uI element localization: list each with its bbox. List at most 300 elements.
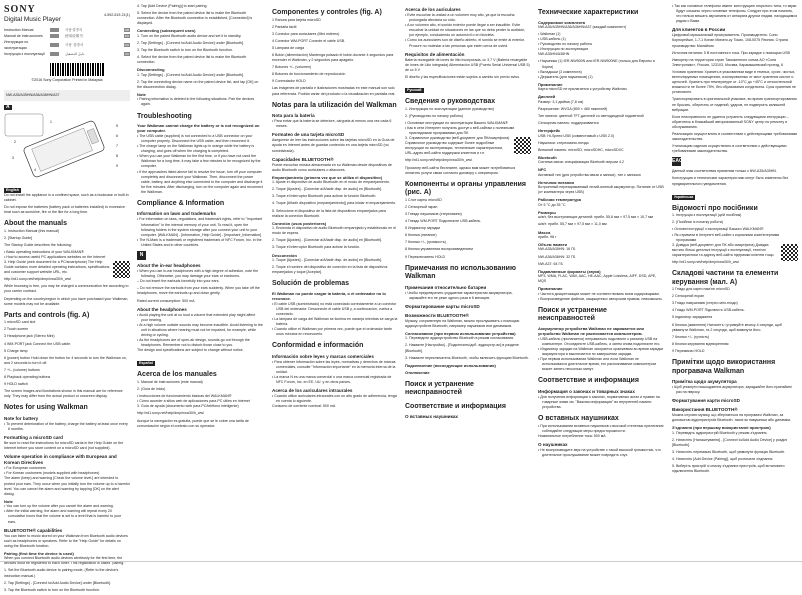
section-heading: Поиск и устранение неисправностей bbox=[405, 380, 474, 397]
bullet-item: • Держатель (для наушников) (1) bbox=[538, 75, 664, 80]
paragraph: Условия хранения: Хранить в упакованном виде в темных, сухих, чистых, вентилируемых помещениях, изолированных от мест хранения кислот и щелочей. Хранить при температуре от -10°C до +45°C и относительной влажности не более 75%, без образования конденсата. Срок хранения не установлен. bbox=[672, 69, 796, 95]
minor-heading: NFC bbox=[538, 167, 547, 173]
bullet-item: • As the headphones are of open-air design, sounds go out through the headphones. Remember not to disturb those close to you. bbox=[137, 338, 263, 348]
section-heading: Компоненты и органы управления (рис. A) bbox=[405, 180, 526, 197]
paragraph: 1. Manual de instrucciones (este manual) bbox=[137, 379, 203, 384]
bullet-item: • You can turn up the volume after you cancel the alarm and warning. bbox=[4, 504, 130, 509]
section-heading: Технические характеристики bbox=[538, 9, 639, 16]
paragraph: NW-A35/A35HN/A36/A36HN/A37 (каждый компонент) bbox=[538, 24, 627, 29]
paragraph: Rated current consumption: 500 mA bbox=[137, 298, 195, 303]
section-heading: Соответствие и информация bbox=[538, 377, 639, 385]
bullet-item: • The USB cable (supplied) is not connected to a USB connector on your computer properly. Disconnect the USB cable, and then reconnect it. bbox=[137, 134, 263, 144]
bullet-item: • Como los auriculares son de diseño abierto, el sonido se emite al exterior. Procure no molestar a las personas que estén cerca de usted. bbox=[405, 38, 531, 48]
bullet-item: • Вкладыши (3 комплекта) bbox=[538, 70, 664, 75]
paragraph: ш/в/г: прибл. 55,7 мм × 97,5 мм × 11,0 мм bbox=[538, 222, 607, 227]
paragraph[interactable]: http://rd1.sony.net/help/dmp/nwa30/h_ww/ bbox=[405, 158, 473, 163]
paragraph: Конструкция и технические характеристики могут быть изменены без предварительного уведомления. bbox=[672, 176, 789, 186]
section-heading: Conformidad e información bbox=[272, 342, 364, 350]
figure-callout: 5 bbox=[116, 124, 118, 129]
model-numbers: NW-A35/A35HN/A36/A36HN/A37 bbox=[4, 90, 130, 101]
language-swatch bbox=[50, 52, 59, 56]
paragraph: 4 Гніздо WM-PORT Підключіть USB-кабель. bbox=[672, 308, 745, 313]
minor-heading: Примечание bbox=[538, 81, 563, 87]
paragraph: USB: Hi-Speed USB (совместимый с USB 2.0) bbox=[538, 133, 615, 138]
bullet-item: • USB-кабель (1) bbox=[538, 37, 664, 42]
bullet-item: • How to access useful PC applications websites on the Internet bbox=[4, 255, 130, 260]
bullet-item: • Walkman (1) bbox=[538, 32, 664, 37]
paragraph: Consumo de corriente nominal: 500 mA bbox=[272, 404, 336, 409]
paragraph: 3. Toque el interruptor Bluetooth para activar la función. bbox=[272, 245, 361, 250]
paragraph: The Startup Guide describes the following: bbox=[4, 242, 72, 247]
eac-mark: EAC bbox=[672, 158, 683, 165]
paragraph: 3. Toque el interruptor Bluetooth para activar la función Bluetooth. bbox=[272, 194, 377, 199]
paragraph: 3. Нажмите переключатель Bluetooth, чтобы включить функцию Bluetooth. bbox=[405, 355, 529, 360]
minor-heading: Connecting (subsequent uses) bbox=[137, 28, 196, 34]
bullet-item: • At a high volume outside sounds may become inaudible. Avoid listening to the unit in situations where hearing must not be impaired, for example, while driving or cycling. bbox=[137, 323, 263, 338]
paragraph: 3. Довідка (веб-документ для ПК або смартфона) Довідка містить більш детальні інструкції з експлуатації, технічні характеристики та адресу веб-сайта підтримки клієнтів тощо. bbox=[672, 242, 775, 257]
paragraph: The alarm (beep) and warning [Check the volume level.] are intended to protect your ears. They occur when you initially turn the volume up to a harmful level. You can cancel the alarm and warning by tapping [OK] on the alert dialog. bbox=[4, 476, 130, 496]
paragraph: Реализацию осуществлять в соответствии с действующими требованиями законодательства. bbox=[672, 131, 798, 142]
column-2 bbox=[137, 4, 263, 431]
paragraph: 1. Переведите аудиоустройство Bluetooth в режим согласования. bbox=[405, 336, 515, 341]
subsection-heading: Форматирование карты microSD bbox=[405, 303, 480, 309]
paragraph: Номинальное потребление тока: 500 мА bbox=[538, 433, 606, 438]
bullet-item: • USB-кабель (прилагается) неправильно подключен к разъему USB на компьютере. Отсоедините USB-кабель, а затем снова подключите его. bbox=[538, 337, 664, 347]
bullet-item: • Cuando utilice auriculares intraurales con un alto grado de adherencia, tenga en cuenta lo siguiente. bbox=[272, 394, 398, 404]
paragraph: 1. Інструкція з експлуатації (цей посібник) bbox=[672, 213, 742, 218]
paragraph: 7 Кнопки +/– (гучність) bbox=[672, 334, 710, 339]
bullet-item: • Avoid playing the unit at so loud a volume that extended play might affect your hearing. bbox=[137, 313, 263, 323]
paragraph: 2. Tap the connecting device name on the paired device list, and tap [OK] on the disconnection dialog. bbox=[137, 79, 259, 89]
column-6 bbox=[672, 4, 798, 476]
manual-title-local: دليل التشغيل bbox=[65, 52, 85, 57]
paragraph: 1. Instruction Manual (this manual) bbox=[4, 228, 60, 233]
paragraph: Asegúrese de leer las instrucciones sobre las tarjetas microSD en la Guía de ayuda en Internet antes de guardar contenido en una tarjeta microSD (no suministrada). bbox=[272, 138, 395, 153]
paragraph: 2. Tap [Settings] - [Connect to/Add Audio Device] under [Bluetooth]. bbox=[137, 40, 245, 45]
language-tab: Español bbox=[139, 361, 153, 366]
bullet-item: • After the initial warning, the alarm and warning will repeat every 20 cumulative hours that the volume is set to a level that is harmful to your ears. bbox=[4, 509, 130, 524]
minor-heading: Содержимое комплекта bbox=[538, 19, 586, 25]
paragraph: Наушники: стереомини-гнездо bbox=[538, 140, 589, 145]
paragraph: Разрешение: WVGA (800 × 480 пикселей) bbox=[538, 106, 608, 111]
figure-callout: 4 bbox=[34, 168, 36, 173]
section-heading: Складові частини та елементи керування (мал. A) bbox=[672, 270, 779, 286]
paragraph: 6 Botón (alimentación) Mantenga pulsado el botón durante 4 segundos para encender el Walkman, y 2 segundos para apagarlo. bbox=[272, 52, 394, 63]
minor-heading: З'єднання (при першому використанні пристрою) bbox=[672, 425, 771, 431]
minor-heading: Bluetooth bbox=[538, 154, 557, 160]
paragraph: The design and specifications are subject to change without notice. bbox=[137, 348, 244, 353]
paragraph: Можна слухати музику, що зберігається на програвачі Walkman, за допомогою аудіопристроїв Bluetooth, таких як навушники або динаміки. bbox=[672, 413, 791, 423]
minor-heading: Согласование (при первом использовании устройства) bbox=[405, 330, 516, 336]
fold-line bbox=[0, 561, 802, 562]
subsection-heading: Використання BLUETOOTH® bbox=[672, 407, 738, 413]
minor-heading: Источник питания bbox=[538, 179, 574, 185]
paragraph: Внешний память: microSD, microSDHC, microSDXC bbox=[538, 147, 624, 152]
paragraph: 2. Toque [Ajustes] - [Conectar a/Añadir disp. de audio] en [Bluetooth]. bbox=[272, 238, 383, 243]
subsection-heading: Capacidades BLUETOOTH® bbox=[272, 156, 334, 162]
paragraph: 2. Нажмите [Настройки] - [Подключить/доб. аудиоустр-во] в разделе [Bluetooth]. bbox=[405, 343, 519, 353]
paragraph: 2. Toque el nombre del dispositivo de conexión en la lista de dispositivos emparejados y toque [Aceptar]. bbox=[272, 265, 388, 275]
minor-heading: Pairing (first time the device is used) bbox=[4, 550, 74, 556]
section-heading: Solución de problemas bbox=[272, 280, 350, 288]
paragraph: Карта microSD не прилагается к устройству Walkman. bbox=[538, 87, 628, 92]
paragraph: – Do not insert the earbuds forcefully into your ears. bbox=[137, 279, 220, 284]
section-heading: Примечания по использованию Walkman bbox=[405, 264, 516, 281]
paragraph: 5 Индикатор зарядки bbox=[405, 226, 441, 231]
paragraph: 3. Help Guide (web document for a PC/smartphone) The Help Guide contains more detailed operating instructions, specifications and customer support website URL, etc. bbox=[4, 260, 110, 275]
paragraph: Depending on the country/region in which you have purchased your Walkman, some models may not be available. bbox=[4, 296, 129, 306]
language-code: ES bbox=[124, 34, 129, 39]
paragraph: MP3, WMA, FLAC, WAV, AAC, HE-AAC, Apple Lossless, AIFF, DSD, APE, MQS bbox=[538, 274, 657, 284]
paragraph: 4 Гнездо WM-PORT Подключите USB-кабель. bbox=[405, 219, 482, 224]
paragraph: NW-A36/A36HN: 32 ГБ bbox=[538, 254, 576, 259]
subsection-heading: Возможности BLUETOOTH® bbox=[405, 312, 469, 318]
manual-title-local: 使用说明书 bbox=[65, 34, 83, 39]
bullet-item: • When you use your Walkman for the first time, or if you have not used the Walkman for a long time, it may take a few minutes to be recognized by the computer. bbox=[137, 154, 263, 169]
paragraph: Las imágenes de pantalla e ilustraciones mostradas en este manual son solo para referencia. Podrán variar del producto o la visualización en pantalla real. bbox=[272, 86, 396, 96]
subsection-heading: Для клиентов в России bbox=[672, 27, 726, 33]
paragraph: 4. Toque [Añadir dispositivo (emparejamiento)] para iniciar el emparejamiento. bbox=[272, 201, 397, 206]
section-heading: Notes for using Walkman bbox=[4, 404, 88, 412]
paragraph: 6 (power) button Hold down the button for 4 seconds to turn the Walkman on, and 2 seconds to turn it off. bbox=[4, 355, 127, 365]
section-heading: Troubleshooting bbox=[137, 112, 192, 120]
document-title: Digital Music Player bbox=[4, 16, 62, 24]
figure-callout: 9 bbox=[116, 164, 118, 169]
bullet-item: • The charge lamp on the Walkman lights up in orange while the battery is charging, and goes off when the charging is completed. bbox=[137, 144, 263, 154]
section-heading: Поиск и устранение неисправностей bbox=[538, 306, 607, 323]
language-tab: English bbox=[6, 187, 19, 192]
bullet-item: • Cómo acceder a sitios web de aplicaciones para PC útiles en Internet bbox=[137, 399, 263, 404]
paragraph: Утилизацию изделия осуществлять в соответствии с действующими требованиями законодательства. bbox=[672, 144, 787, 154]
paragraph: 7 +/– (volume) buttons bbox=[4, 367, 40, 372]
paragraph: NW-A37: 64 ГБ bbox=[538, 261, 563, 266]
paragraph: 3 Гніздо навушників (стерео міні-гніздо) bbox=[672, 301, 738, 306]
bullet-item: • Инструкция по эксплуатации bbox=[538, 47, 664, 52]
manual-title-local: 사용 설명서 bbox=[65, 43, 84, 48]
subsection-heading: Requisitos de alimentación bbox=[405, 51, 465, 57]
minor-heading: Объем памяти bbox=[538, 242, 568, 247]
paragraph: 5 Індикатор заряджання bbox=[672, 315, 713, 320]
minor-heading: Рабочая температура bbox=[538, 197, 581, 203]
section-heading: Parts and controls (fig. A) bbox=[4, 311, 90, 319]
bullet-item: • La lámpara de carga del Walkman se ilumina en naranja mientras se carga la batería. bbox=[272, 317, 398, 327]
paragraph: Тип панели: цветной TFT-дисплей со светодиодной подсветкой bbox=[538, 113, 644, 118]
paragraph: 3 Conector para auriculares (Mini estéreo) bbox=[272, 31, 340, 36]
manual-title: Инструкция по эксплуатации bbox=[4, 40, 29, 51]
section-heading: Notas para la utilización del Walkman bbox=[272, 101, 397, 109]
bullet-item: • For European customers bbox=[4, 466, 130, 471]
paragraph: 7 Botones +/– (volumen) bbox=[272, 65, 312, 70]
bullet-item: • Для получения информации о законах, нормативных актах и правах на товарные знаки см. "Важная информация" во внутренней памяти устройства. bbox=[538, 395, 664, 410]
paragraph: You can listen to music stored on your Walkman from Bluetooth audio devices such as headphones or speakers. Refer to the "Help Guide" for details on using the Bluetooth function. bbox=[4, 533, 128, 548]
bullet-item: • Частота дискретизации может не соответствовать всем кодировщикам. bbox=[538, 292, 664, 297]
bullet-item: • Evite escuchar la unidad a un volumen muy alto, ya que la escucha prolongada afectaría su oído. bbox=[405, 13, 531, 23]
bullet-item: • Воспроизведение файлов, защищенных авторским правом, невозможно. bbox=[538, 297, 664, 302]
paragraph: Импортер на территории стран Таможенного союза АО «Сони Электроникс», Россия, 123103, Москва, Карамышевский проезд, 6 bbox=[672, 57, 784, 67]
barcode bbox=[50, 63, 105, 76]
paragraph: Просмотр веб-сайта бесплатен, однако вам может потребоваться оплатить услуги связи согласно договору с оператором. bbox=[405, 165, 516, 175]
bullet-item: • If the approaches listed above fail to resolve the issue, turn off your computer completely and disconnect your Walkman. Then, disconnect the power cable, battery, and anything else connected to the computer and discharge it for five minutes. After discharging, turn on the computer again and reconnect the Walkman. bbox=[137, 170, 263, 195]
paragraph: ш/в/г, без выступающих деталей: прибл. 55,6 мм × 97,5 мм × 10,7 мм bbox=[538, 215, 654, 220]
bullet-item: • Руководство по началу работы bbox=[538, 42, 664, 47]
paragraph: Aunque la navegación es gratuita, puede que se le cobre una tarifa de comunicación según el contrato con su operador. bbox=[137, 418, 249, 428]
section-heading: About the manuals bbox=[4, 220, 68, 228]
paragraph: NW-A35HN/A36HN bbox=[538, 52, 570, 57]
nfc-mark-icon: N bbox=[137, 251, 146, 260]
bullet-item: • Чтобы предотвратить ухудшение характеристик аккумулятора, заряжайте его не реже одного раза в 6 месяцев. bbox=[405, 291, 531, 301]
language-swatch bbox=[50, 43, 59, 47]
paragraph: Be sure to read the instructions for microSD cards in the Help Guide on the Internet before you store content on a microSD card (not supplied). bbox=[4, 441, 124, 451]
minor-heading: Размеры bbox=[538, 209, 556, 215]
paragraph: прибл. 98 г bbox=[538, 234, 557, 239]
subsection-heading: Volume operation in compliance with European and Korean Directives bbox=[4, 454, 117, 466]
bullet-item: • Наушники (1) IER-NW500N или IER-NW500NE (только для Европы и Кореи) bbox=[538, 59, 664, 69]
bullet-item: • Основні інструкції з експлуатації Вашого WALKMAN® bbox=[672, 227, 798, 232]
paragraph: 1. Tap [Settings] - [Connect to/Add Audio Device] under [Bluetooth]. bbox=[137, 72, 245, 77]
paragraph: 3. Tap the Bluetooth switch to turn on the Bluetooth function. bbox=[137, 47, 233, 52]
bullet-item: • Pairing information is deleted in the following situations. Pair the devices again. bbox=[137, 97, 263, 107]
bullet-item: • La marca N es una marca comercial o una marca comercial registrada de NFC Forum, Inc. en EE. UU. y en otros países. bbox=[272, 375, 398, 385]
manual-row bbox=[4, 51, 130, 57]
paragraph[interactable]: http://rd1.sony.net/help/dmp/nwa30/h_ww/ bbox=[4, 277, 72, 282]
subsection-heading: Formatting a microSD card bbox=[4, 435, 63, 441]
paragraph: Активный тип (для устройства связи и записи), тип с записью bbox=[538, 172, 641, 177]
figure-callout: 3 bbox=[12, 156, 14, 161]
paragraph: 5 Lámpara de carga bbox=[272, 45, 305, 50]
bullet-item: • Cuando utilice el Walkman por primera vez, puede que el ordenador tarde unos minutos en reconocerlo. bbox=[272, 327, 398, 337]
paragraph: 4. Tap [Add Device (Pairing)] to start pairing. bbox=[137, 4, 208, 8]
paragraph: 1 Слот карты microSD bbox=[405, 197, 442, 202]
paragraph: When you connect Bluetooth audio devices wirelessly for the first time, the devices must be registered to each other. This registration is called "pairing." bbox=[4, 556, 126, 566]
figure-callout: 7 bbox=[116, 144, 118, 149]
paragraph: 1. Инструкция по эксплуатации (данное руководство) bbox=[405, 106, 494, 111]
bullet-item: • Instrucciones de funcionamiento básicas del WALKMAN® bbox=[137, 394, 263, 399]
figure-callout: 1 bbox=[50, 120, 52, 125]
section-heading: Acerca de los manuales bbox=[137, 371, 217, 379]
section-heading: Сведения о руководствах bbox=[405, 98, 496, 106]
column-4 bbox=[405, 4, 531, 420]
bullet-item: • The N-Mark is a trademark or registered trademark of NFC Forum, Inc. in the United States and in other countries. bbox=[137, 238, 263, 248]
minor-heading: Аккумулятор устройства Walkman не заряжается или устройство Walkman не распознается компьютером. bbox=[538, 325, 644, 337]
minor-heading: Emparejamiento (primera vez que se utiliza el dispositivo) bbox=[272, 174, 383, 180]
paragraph: 2. Натисніть [Налаштування] - [Connect to/Add Audio Device] у розділі [Bluetooth]. bbox=[672, 437, 788, 447]
figure-callout: 2 bbox=[14, 140, 16, 145]
paragraph: 4. Select the device from the paired device list to make the Bluetooth connection. bbox=[137, 55, 247, 65]
subsection-heading: Acerca de los auriculares intraurales bbox=[272, 388, 353, 394]
qr-code bbox=[113, 261, 130, 278]
paragraph: NW-A35/A35HN: 16 ГБ bbox=[538, 247, 576, 252]
minor-heading: Отключение bbox=[405, 370, 430, 376]
paragraph: Источник питания: 5 В постоянного тока. При зарядке с помощью USB bbox=[672, 50, 790, 55]
paragraph: 2 Pantalla táctil bbox=[272, 24, 297, 29]
manual-row bbox=[4, 39, 130, 51]
paragraph: The screen images and illustrations shown in this manual are for reference only. They may differ from the actual product or onscreen display. bbox=[4, 389, 123, 399]
paragraph[interactable]: http://rd1.sony.net/help/dmp/nwa30/h_ww/ bbox=[672, 259, 740, 264]
paragraph: 2. [Startup Guide] bbox=[4, 235, 33, 240]
bullet-item: • A un volumen alto, el sonido exterior puede llegar a ser inaudible. Evite escuchar la unidad en situaciones en las que no deba perder la audición, por ejemplo, conduciendo un automóvil o en bicicleta. bbox=[405, 23, 531, 38]
bullet-item: • Так как головные телефоны имеют конструкцию открытого типа, то звуки будут слышны через головные телефоны. Следует при этом помнить, что нельзя мешать звучанием от аппарата другим людям, находящимся рядом с Вами. bbox=[672, 4, 798, 24]
paragraph: Puede escuchar música almacenada en su Walkman desde dispositivos de audio Bluetooth como auriculares o altavoces. bbox=[272, 162, 392, 172]
paragraph: 8 Кнопки керування відтворенням bbox=[672, 341, 729, 346]
paragraph: 3. Справочное руководство (веб-документ для ПК/смартфона) Справочное руководство содержит более подробные инструкции по эксплуатации, технические характеристики, URL-адрес веб-сайта поддержки клиентов и т.п. bbox=[405, 136, 510, 156]
paragraph: 1. Переведіть аудіопристрій Bluetooth у режим з'єднання. bbox=[672, 430, 768, 435]
paragraph: 1 Ranura para tarjeta microSD bbox=[272, 17, 321, 22]
qr-code bbox=[514, 137, 531, 154]
bullet-item: • Щоб уникнути пошкодження акумулятора, заряджайте його принаймні раз на півроку. bbox=[672, 385, 798, 395]
minor-heading: Your Walkman cannot charge the battery or is not recognized on your computer. bbox=[137, 123, 260, 134]
section-heading: О вставных наушниках bbox=[538, 415, 619, 423]
minor-heading: Conexión (usos posteriores) bbox=[272, 220, 327, 226]
paragraph: El diseño y las especificaciones están sujetos a cambio sin previo aviso. bbox=[405, 74, 521, 79]
manual-title: Інструкція з експлуатації bbox=[4, 52, 45, 57]
paragraph: 1. Turn on the paired Bluetooth audio device and set it to standby. bbox=[137, 33, 242, 38]
subsection-heading: Información sobre leyes y marcas comerciales bbox=[272, 353, 374, 359]
paragraph: 5 Charge lamp bbox=[4, 348, 28, 353]
column-3 bbox=[272, 4, 398, 411]
language-swatch bbox=[50, 28, 59, 32]
paragraph: 9 HOLD switch bbox=[4, 382, 28, 387]
figure-callout: 6 bbox=[116, 134, 118, 139]
paragraph: 1 microSD card slot bbox=[4, 320, 36, 325]
paragraph: 1. Set the Bluetooth audio device to pairing mode. (Refer to the device's instruction manual.) bbox=[4, 568, 119, 578]
paragraph: Цифровой музыкальный проигрыватель. Производитель: Сони Корпорейшн, 1-7-1 Конан Минато-ку Токио, 108-0075 Япония. Страна производства: Малайзия bbox=[672, 33, 788, 48]
paragraph: 1. Toque [Ajustes] - [Conectar a/Añadir disp. de audio] en [Bluetooth]. bbox=[272, 257, 383, 262]
minor-heading: Примечание bbox=[538, 286, 563, 292]
paragraph: 4 WM-PORT jack Connect the USB cable. bbox=[4, 341, 72, 346]
bullet-item: • При первом использовании Walkman или если Walkman не использовался длительное время, его распознавание компьютером может занять несколько минут. bbox=[538, 357, 664, 372]
paragraph: Музыку, сохраненную на Walkman, можно прослушивать с помощью аудиоустройств Bluetooth, например наушников или динамиков. bbox=[405, 318, 520, 328]
language-code: GB bbox=[124, 28, 129, 33]
paragraph: 4. Натисніть [Add Device (Pairing)], щоб розпочати з'єднання. bbox=[672, 457, 774, 462]
paragraph: Если неисправность не удается устранить следующими инструкции – обратитесь в ближайший авторизованный SONY центр по ремонту и обслуживанию. bbox=[672, 114, 789, 129]
manual-title: Instruction Manual bbox=[4, 28, 34, 33]
paragraph: 5. Select the device from the paired device list to make the Bluetooth connection. After the Bluetooth connection is established, [Connected] is displayed. bbox=[137, 11, 253, 26]
paragraph: 2 Сенсорний екран bbox=[672, 294, 704, 299]
subsection-heading: Форматування карти microSD bbox=[672, 398, 740, 404]
paragraph: Данный знак соответствия применим только к NW-A35/A35HN. bbox=[672, 169, 777, 174]
paragraph: Сенсорная панель: поддерживается bbox=[538, 121, 599, 126]
minor-heading: Дисплей bbox=[538, 94, 556, 100]
paragraph: 6 Кнопка (питание) bbox=[405, 233, 437, 238]
paragraph: 2. (Руководство по началу работы) bbox=[405, 113, 464, 118]
bullet-item: • Para evitar que la batería se deteriore, cárguela al menos una vez cada 6 meses. bbox=[272, 119, 398, 129]
paragraph: 1 Гніздо для карти пам'яті microSD bbox=[672, 287, 730, 292]
qr-code bbox=[781, 244, 798, 261]
section-heading: Componentes y controles (fig. A) bbox=[272, 9, 382, 16]
bullet-item: • When you use in-ear headphones with a high degree of adhesion, note the following. Otherwise, you may damage your ears or eardrums. bbox=[137, 269, 263, 279]
language-tab: Українська bbox=[674, 194, 694, 199]
bullet-item: • Basic operating instructions of your WALKMAN® bbox=[4, 250, 130, 255]
bullet-item: • При использовании вставных наушников с высокой степенью прилегания соблюдайте следующие меры предосторожности. bbox=[538, 424, 664, 434]
subsection-heading: About the headphones bbox=[137, 306, 187, 312]
paragraph: 8 Playback operating buttons bbox=[4, 375, 51, 379]
minor-heading: Note bbox=[4, 498, 13, 504]
walkman-illustration bbox=[4, 113, 124, 179]
paragraph: While browsing is free, you may be charged a communication fee according to your carrier contract. bbox=[4, 284, 129, 294]
bullet-item: • El cable USB (suministrado) no está conectado correctamente a un conector USB del ordenador. Desconecte el cable USB y, a continuación, vuelva a conectarlo. bbox=[272, 302, 398, 317]
language-code: RU bbox=[124, 43, 129, 48]
paragraph: 3. Guía de ayuda (documento web para PC/teléfono inteligente) bbox=[137, 404, 239, 409]
paragraph: 3 Гнездо наушников (стереомини) bbox=[405, 211, 462, 216]
paragraph: От 5 °C до 35 °C bbox=[538, 202, 566, 207]
minor-heading: Подключение (последующие использования) bbox=[405, 362, 496, 368]
bullet-item: • Para obtener información sobre las leyes, normativas y derechos de marcas comerciales, consulte "Información importante" en la memoria interna de la unidad. bbox=[272, 360, 398, 375]
cover-header bbox=[4, 4, 130, 182]
paragraph: 2. (Посібник із початку роботи) bbox=[672, 220, 723, 225]
minor-heading: Disconnecting bbox=[137, 67, 165, 73]
minor-heading: Desconexión bbox=[272, 252, 297, 258]
paragraph: 9 Перемикач HOLD bbox=[672, 348, 705, 353]
paragraph: 3. Tap the Bluetooth switch to turn on the Bluetooth function. bbox=[4, 587, 100, 592]
section-heading: Примітки щодо використання програвача Walkman bbox=[672, 359, 776, 375]
paragraph: 2. Toque [Ajustes] - [Conectar a/Añadir disp. de audio] en [Bluetooth]. bbox=[272, 187, 383, 192]
bullet-item: • Основные инструкции по эксплуатации Вашего WALKMAN® bbox=[405, 121, 531, 126]
subsection-heading: Acerca de los auriculares bbox=[405, 7, 461, 12]
manual-title: Manual de instrucciones bbox=[4, 34, 43, 39]
bullet-item: • For Korean customers (models supplied with headphones) bbox=[4, 471, 130, 476]
subsection-heading: Note for battery bbox=[4, 415, 39, 421]
subsection-heading: Information on laws and trademarks bbox=[137, 211, 216, 217]
bullet-item: • To prevent deterioration of the battery, charge the battery at least once every 6 months. bbox=[4, 422, 130, 432]
manual-list bbox=[4, 27, 130, 57]
paragraph: 4 Conector WM-PORT Conecte el cable USB. bbox=[272, 38, 346, 43]
paragraph: 8 Botones de funcionamiento de reproducción bbox=[272, 72, 346, 77]
subsection-heading: Информация о законах и товарных знаках bbox=[538, 388, 635, 394]
part-number: 4-592-519-21(1) bbox=[104, 13, 130, 17]
paragraph: Система связи: спецификация Bluetooth версии 4.2 bbox=[538, 160, 625, 165]
paragraph: 2. Tap [Settings] - [Connect to/Add Audio Device] under [Bluetooth]. bbox=[4, 580, 112, 585]
bullet-item: • Не воспроизводите звук на устройстве с такой высокой громкостью, что длительное прослушивание может повредить слух. bbox=[538, 448, 664, 458]
paragraph: Batería recargable de iones de litio incorporada, cc 3,7 V (Batería recargable de iones de Litio integrada) Alimentación USB (Puerto Serial Universal USB 5) de cc 5 V bbox=[405, 57, 530, 72]
paragraph: Do not expose the batteries (battery pack or batteries installed) to excessive heat such as sunshine, fire or the like for a long time. bbox=[4, 204, 125, 214]
subsection-heading: О вставных наушниках bbox=[405, 414, 458, 420]
copyright: ©2016 Sony Corporation Printed in Malaysia bbox=[31, 78, 103, 83]
paragraph: Встроенный перезаряжаемый литий-ионный аккумулятор. Питание от USB (от компьютера через USB) bbox=[538, 185, 664, 195]
figure-callout: 8 bbox=[116, 154, 118, 159]
subsection-heading: Примечания относительно батареи bbox=[405, 284, 487, 290]
paragraph: Транспортировать в оригинальной упаковке, во время транспортирования не бросать, оберегать от падений, ударов, не подвергать излишней вибрации. bbox=[672, 97, 797, 112]
paragraph: 9 Conmutador HOLD bbox=[272, 79, 306, 84]
paragraph: – Do not remove the earbuds from your ears suddenly. When you take off the headphones, move the earbuds up and down gently. bbox=[137, 286, 260, 296]
paragraph: 1. Encienda el dispositivo de audio Bluetooth emparejado y establézcalo en el modo de espera. bbox=[272, 226, 397, 236]
manual-title-local: 사용설명서 bbox=[65, 28, 83, 33]
minor-heading: El Walkman no puede cargar la batería, o el ordenador no lo reconoce. bbox=[272, 290, 386, 302]
subsection-heading: О наушниках bbox=[538, 441, 568, 447]
minor-heading: Интерфейс bbox=[538, 128, 561, 134]
paragraph: 5. Виберіть пристрій зі списку з'єднаних пристроїв, щоб встановити підключення Bluetooth. bbox=[672, 464, 785, 474]
language-code: UA bbox=[124, 52, 129, 57]
language-swatch bbox=[50, 34, 59, 38]
subsection-heading: BLUETOOTH® capabilities bbox=[4, 527, 63, 533]
figure-label: A bbox=[6, 104, 10, 111]
paragraph: 2. (Guía de inicio) bbox=[137, 387, 166, 392]
paragraph: 7 Кнопки +/– (громкость) bbox=[405, 240, 446, 245]
bullet-item: • Як отримати в Інтернеті веб-сайти з корисними комп'ютерними програмами bbox=[672, 233, 798, 243]
paragraph: Размер: 3,1 дюйма (7,8 см) bbox=[538, 99, 584, 104]
language-tab: Русский bbox=[407, 88, 422, 93]
subsection-heading: Formateo de una tarjeta microSD bbox=[272, 132, 345, 138]
section-heading: Соответствие и информация bbox=[405, 402, 506, 410]
minor-heading: Подавляемые форматы (звука) bbox=[538, 268, 601, 274]
section-heading: Відомості про посібники bbox=[672, 204, 758, 212]
paragraph[interactable]: http://rd1.sony.net/help/dmp/nwa30/h_ww/ bbox=[137, 411, 205, 416]
paragraph: 3 Headphone jack (Stereo Mini) bbox=[4, 334, 55, 339]
column-5 bbox=[538, 4, 664, 458]
paragraph: 6 Кнопка (живлення) Натисніть і утримуйте кнопку 4 секунди, щоб увімкнути Walkman, та 2 секунди, щоб вимкнути його. bbox=[672, 322, 782, 332]
sony-logo: SONY bbox=[4, 4, 36, 15]
paragraph: 9 Переключатель HOLD bbox=[405, 254, 446, 259]
paragraph: 8 Кнопки управления воспроизведением bbox=[405, 247, 473, 252]
